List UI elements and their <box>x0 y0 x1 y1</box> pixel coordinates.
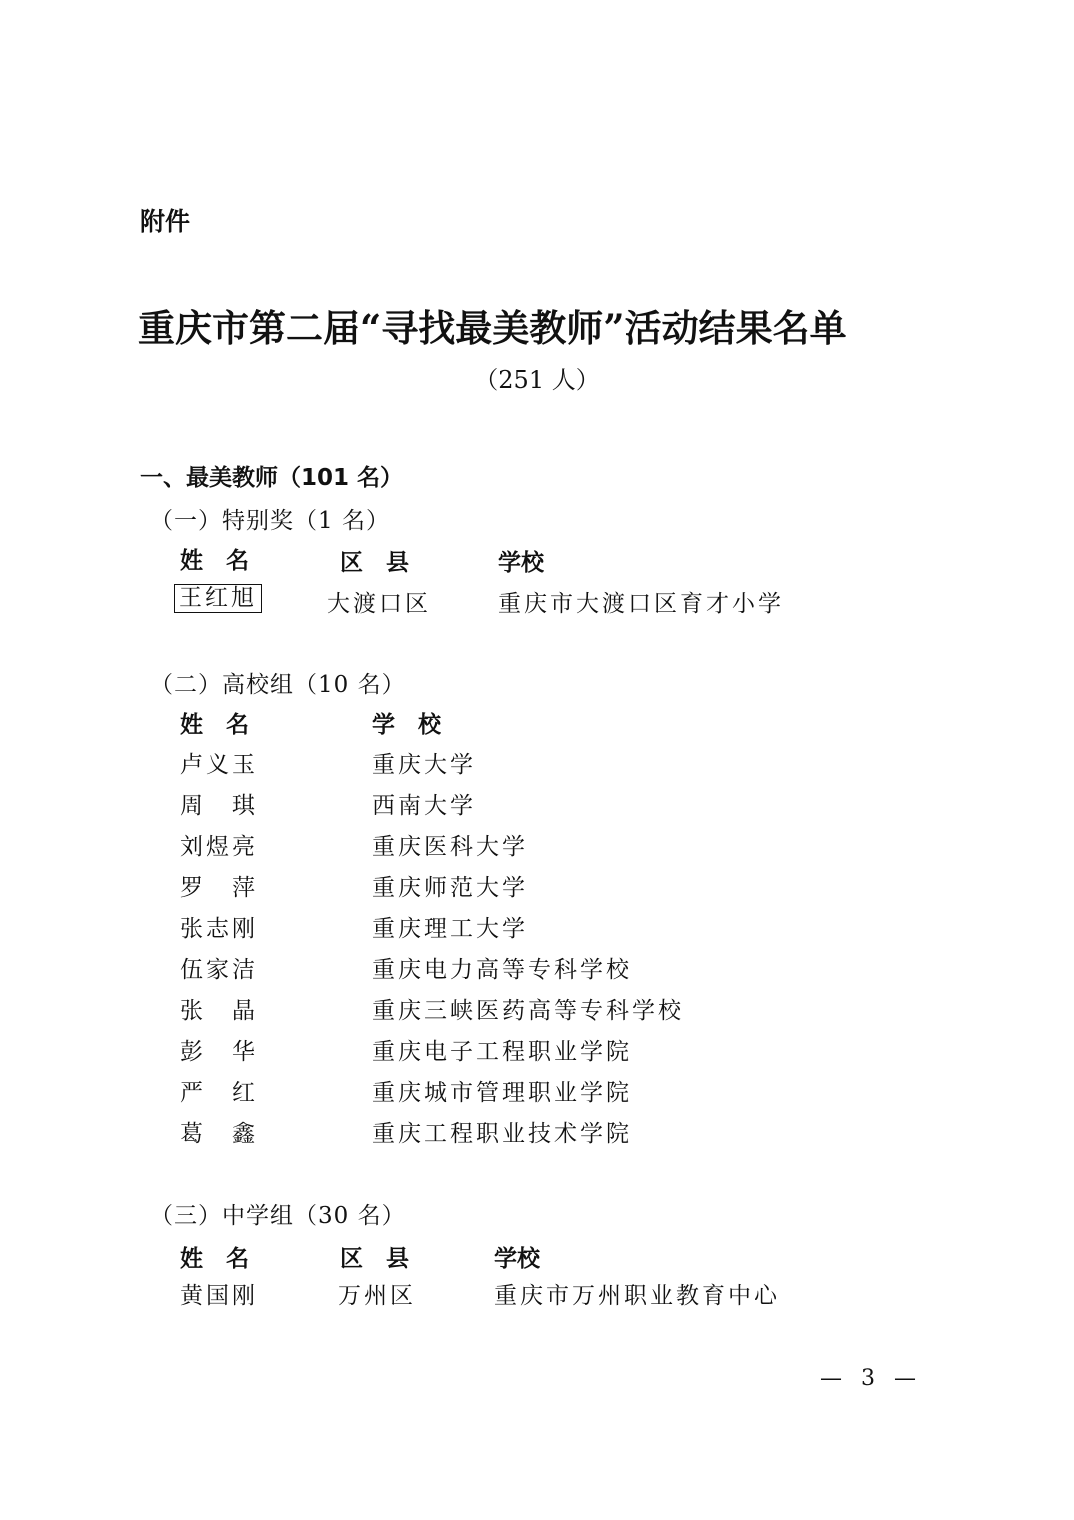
college-row-school: 重庆理工大学 <box>372 916 528 942</box>
college-row-school: 重庆电力高等专科学校 <box>372 957 632 983</box>
special-row-district: 大渡口区 <box>327 591 431 617</box>
college-row-school: 重庆工程职业技术学院 <box>372 1121 632 1147</box>
college-row-name: 葛 鑫 <box>180 1121 258 1147</box>
college-row-school: 重庆城市管理职业学院 <box>372 1080 632 1106</box>
page-number: — 3 — <box>820 1366 922 1391</box>
special-award-heading: （一）特别奖（1 名） <box>150 508 390 534</box>
college-row-name: 伍家洁 <box>180 957 258 983</box>
college-row-school: 重庆医科大学 <box>372 834 528 860</box>
middle-row-school: 重庆市万州职业教育中心 <box>494 1283 780 1309</box>
college-row-name: 张志刚 <box>180 916 258 942</box>
middle-header-school: 学校 <box>494 1245 540 1272</box>
college-row-school: 重庆大学 <box>372 752 476 778</box>
college-row-school: 重庆三峡医药高等专科学校 <box>372 998 684 1024</box>
special-header-district: 区 县 <box>340 549 409 576</box>
middle-school-heading: （三）中学组（30 名） <box>150 1203 406 1229</box>
special-header-school: 学校 <box>498 549 544 576</box>
college-header-name: 姓 名 <box>180 711 249 738</box>
college-row-name: 张 晶 <box>180 998 258 1024</box>
college-row-school: 重庆师范大学 <box>372 875 528 901</box>
middle-header-name: 姓 名 <box>180 1245 249 1272</box>
college-row-name: 罗 萍 <box>180 875 258 901</box>
section-heading: 一、最美教师（101 名） <box>140 465 404 491</box>
college-row-school: 西南大学 <box>372 793 476 819</box>
college-row-name: 刘煜亮 <box>180 834 258 860</box>
document-title: 重庆市第二届“寻找最美教师”活动结果名单 <box>138 306 847 350</box>
college-row-school: 重庆电子工程职业学院 <box>372 1039 632 1065</box>
middle-row-district: 万州区 <box>338 1283 416 1309</box>
college-group-heading: （二）高校组（10 名） <box>150 672 406 698</box>
middle-row-name: 黄国刚 <box>180 1283 258 1309</box>
special-row-name: 王红旭 <box>174 584 262 613</box>
special-header-name: 姓 名 <box>180 547 249 574</box>
special-row-school: 重庆市大渡口区育才小学 <box>498 591 784 617</box>
middle-header-district: 区 县 <box>340 1245 409 1272</box>
total-count: （251 人） <box>474 366 600 394</box>
college-row-name: 卢义玉 <box>180 752 258 778</box>
college-row-name: 彭 华 <box>180 1039 258 1065</box>
college-row-name: 周 琪 <box>180 793 258 819</box>
college-row-name: 严 红 <box>180 1080 258 1106</box>
attachment-label: 附件 <box>140 207 191 236</box>
college-header-school: 学 校 <box>372 711 441 738</box>
